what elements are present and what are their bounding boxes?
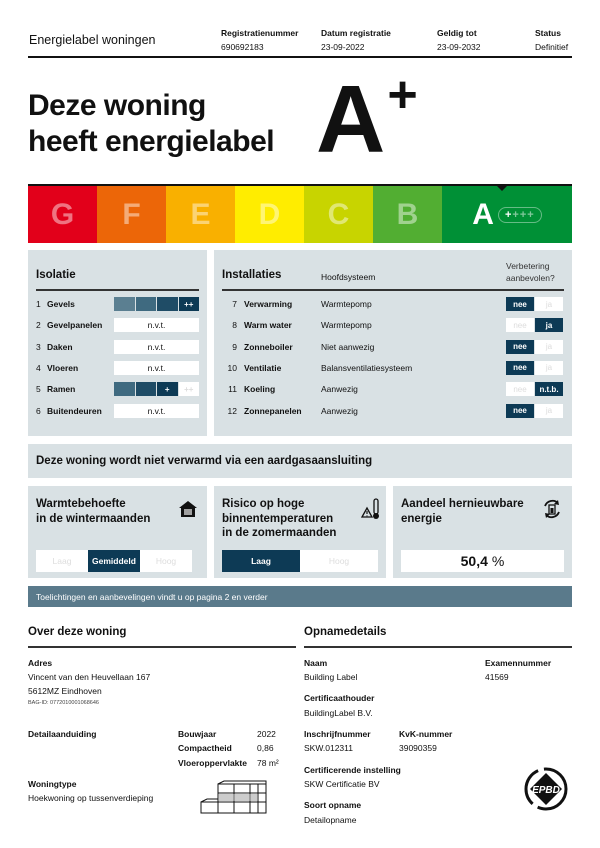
instelling-label: Certificerende instelling [304, 765, 401, 775]
level-cell: ++ [179, 297, 200, 311]
plus-indicator [498, 207, 542, 223]
option-ja: ja [535, 361, 563, 375]
level-cell [114, 382, 135, 396]
adres-line2: 5612MZ Eindhoven [28, 686, 102, 696]
registration-number [221, 28, 298, 52]
title-line: binnentemperaturen [222, 512, 334, 525]
level-cell [114, 297, 135, 311]
improvement-toggle [506, 382, 563, 396]
certificaathouder-label: Certificaathouder [304, 693, 375, 703]
level-cell [157, 297, 178, 311]
installatie-row [222, 382, 275, 396]
warmtebehoefte-card [28, 486, 207, 578]
isolatie-row [36, 382, 75, 396]
option-laag: Laag [52, 556, 72, 566]
improvement-toggle [506, 318, 563, 332]
row-number: 5 [36, 384, 41, 395]
row-number: 11 [228, 384, 237, 395]
card-title [401, 497, 524, 526]
row-number: 9 [232, 341, 237, 352]
adres-line1: Vincent van den Heuvellaan 167 [28, 672, 151, 682]
gas-notice: Deze woning wordt niet verwarmd via een aardgasaansluiting [36, 455, 373, 467]
system-value: Warmtepomp [321, 320, 372, 331]
row-number: 10 [227, 362, 237, 373]
label-segment-a [442, 186, 572, 243]
inschrijfnummer-value: SKW.012311 [304, 743, 353, 753]
naam-value: Building Label [304, 672, 358, 682]
card-title [36, 497, 150, 526]
valid-until [437, 28, 480, 52]
label-letter: A [472, 197, 494, 231]
woningtype-label: Woningtype [28, 779, 77, 789]
installatie-row [222, 340, 293, 354]
kvk-value: 39090359 [399, 743, 437, 753]
field-label: Status [535, 28, 561, 38]
row-name: Gevels [47, 299, 75, 309]
house-icon [178, 500, 198, 518]
option-ja: ja [535, 297, 563, 311]
plus-inactive: +++ [512, 208, 535, 221]
isolatie-row [36, 361, 78, 375]
label-segment-c [304, 186, 373, 243]
naam-label: Naam [304, 658, 328, 668]
big-label-plus: + [387, 66, 418, 124]
title-line: energie [401, 512, 442, 525]
improvement-toggle [506, 297, 563, 311]
isolatie-row [36, 340, 73, 354]
bag-id: BAG-ID: 0772010001068646 [28, 700, 99, 706]
isolatie-row [36, 297, 75, 311]
adres-label: Adres [28, 658, 53, 668]
certificaathouder-value: BuildingLabel B.V. [304, 708, 373, 718]
big-label [316, 66, 418, 173]
installatie-row [222, 361, 281, 375]
label-segment-e [166, 186, 235, 243]
field-label: Datum registratie [321, 28, 391, 38]
registration-date [321, 28, 391, 52]
label-letter: B [396, 197, 419, 231]
headline [28, 88, 274, 160]
divider [28, 646, 296, 648]
label-letter: G [50, 197, 75, 231]
label-segment-d [235, 186, 304, 243]
option-ja: ja [535, 318, 563, 332]
isolatie-value: n.v.t. [114, 318, 199, 332]
system-value: Warmtepomp [321, 299, 372, 309]
label-letter: D [258, 197, 281, 231]
title-line: in de zomermaanden [222, 527, 337, 539]
title-line: in de wintermaanden [36, 512, 151, 525]
header-line: aanbevolen? [506, 273, 555, 283]
house-type-diagram-icon [200, 780, 270, 816]
row-name: Zonneboiler [244, 341, 293, 352]
row-name: Koeling [244, 384, 276, 395]
header-divider [28, 56, 572, 58]
option-nee: nee [506, 361, 534, 375]
option-nee: nee [506, 404, 534, 418]
label-letter: E [190, 197, 211, 231]
field-value: 690692183 [221, 42, 264, 52]
system-value: Balansventilatiesysteem [321, 362, 413, 373]
compactheid-value: 0,86 [257, 743, 274, 753]
compactheid-label: Compactheid [178, 743, 232, 753]
level-cell [136, 297, 157, 311]
row-number: 1 [36, 299, 41, 309]
option-nee: nee [506, 382, 534, 396]
thermometer-warning-icon [361, 498, 381, 520]
risico-card [214, 486, 386, 578]
examennummer-label: Examennummer [485, 658, 552, 668]
soort-opname-value: Detailopname [304, 815, 357, 825]
installaties-title: Installaties [222, 269, 282, 281]
big-label-letter: A [316, 66, 386, 173]
divider [222, 289, 564, 291]
gas-notice-panel [28, 444, 572, 478]
row-number: 4 [36, 362, 41, 373]
vloeroppervlakte-label: Vloeroppervlakte [178, 758, 247, 768]
field-value: Definitief [535, 42, 569, 52]
installatie-row [222, 404, 302, 418]
row-number: 2 [36, 320, 41, 331]
improvement-toggle [506, 404, 563, 418]
system-value: Aanwezig [321, 384, 358, 395]
energy-label-scale [28, 184, 572, 243]
option-hoog: Hoog [155, 556, 177, 566]
row-number: 12 [227, 405, 237, 416]
card-title [222, 497, 336, 541]
isolatie-panel [28, 250, 207, 436]
row-name: Ventilatie [244, 362, 282, 373]
woningtype-value: Hoekwoning op tussenverdieping [28, 793, 154, 803]
label-segment-g [28, 186, 97, 243]
isolatie-value: n.v.t. [114, 340, 199, 354]
row-name: Ramen [47, 384, 76, 395]
title-line: Warmtebehoefte [36, 498, 126, 510]
info-banner: Toelichtingen en aanbevelingen vindt u op pagina 2 en verder [28, 586, 572, 607]
epbd-logo [522, 765, 572, 811]
bouwjaar-value: 2022 [257, 729, 276, 739]
option-hoog: Hoog [328, 556, 350, 566]
label-segment-b [373, 186, 442, 243]
active-label-marker [495, 184, 509, 191]
system-value: Aanwezig [321, 405, 358, 416]
field-label: Geldig tot [437, 28, 477, 38]
section-title-opname: Opnamedetails [304, 626, 387, 638]
isolatie-level-bar [114, 382, 199, 396]
title-line: Aandeel hernieuwbare [401, 498, 524, 510]
installaties-panel [214, 250, 572, 436]
row-name: Verwarming [244, 299, 293, 309]
option-nee: nee [506, 318, 534, 332]
isolatie-value: n.v.t. [114, 361, 199, 375]
examennummer-value: 41569 [485, 672, 509, 682]
row-number: 3 [36, 341, 41, 352]
isolatie-title: Isolatie [36, 269, 76, 281]
title-line: Risico op hoge [222, 498, 305, 510]
headline-line1: Deze woning [28, 89, 206, 122]
isolatie-level-bar [114, 297, 199, 311]
field-value: 23-09-2022 [321, 42, 365, 52]
renewable-battery-icon [541, 498, 563, 520]
renewable-share [401, 550, 564, 572]
isolatie-value: n.v.t. [114, 404, 199, 418]
option-ja: ja [535, 404, 563, 418]
row-number: 8 [232, 320, 237, 331]
row-name: Daken [47, 341, 73, 352]
section-title-woning: Over deze woning [28, 626, 127, 638]
isolatie-row [36, 318, 102, 332]
level-cell: ++ [179, 382, 200, 396]
row-number: 7 [232, 299, 237, 309]
divider [304, 646, 572, 648]
installatie-row [222, 318, 292, 332]
option-laag: Laag [222, 550, 300, 572]
option-ja: ja [535, 340, 563, 354]
headline-line2: heeft energielabel [28, 125, 275, 158]
level-cell [136, 382, 157, 396]
field-value: 23-09-2032 [437, 42, 481, 52]
option-nee: nee [506, 297, 534, 311]
inschrijfnummer-label: Inschrijfnummer [304, 729, 371, 739]
option-gemiddeld: Gemiddeld [88, 550, 140, 572]
option-ja: n.t.b. [535, 382, 563, 396]
kvk-label: KvK-nummer [399, 729, 453, 739]
column-header-system: Hoofdsysteem [321, 272, 376, 282]
warmtebehoefte-scale [36, 550, 192, 572]
system-value: Niet aanwezig [321, 341, 375, 352]
instelling-value: SKW Certificatie BV [304, 779, 380, 789]
soort-opname-label: Soort opname [304, 800, 362, 810]
detailaanduiding-label: Detailaanduiding [28, 729, 97, 739]
label-letter: F [122, 197, 141, 231]
row-name: Gevelpanelen [47, 320, 103, 331]
row-number: 6 [36, 405, 41, 416]
divider [36, 289, 199, 291]
option-nee: nee [506, 340, 534, 354]
installatie-row [222, 297, 292, 311]
plus-active: + [504, 208, 513, 221]
vloeroppervlakte-value: 78 m² [257, 758, 279, 768]
bouwjaar-label: Bouwjaar [178, 729, 217, 739]
row-name: Buitendeuren [47, 405, 102, 416]
header-line: Verbetering [506, 261, 550, 271]
label-letter: C [327, 197, 350, 231]
label-segment-f [97, 186, 166, 243]
row-name: Warm water [244, 320, 292, 331]
row-name: Vloeren [47, 362, 79, 373]
column-header-improvement [506, 260, 555, 284]
risico-scale [222, 550, 378, 572]
renewable-value: 50,4 [460, 553, 488, 569]
document-title: Energielabel woningen [29, 33, 156, 47]
improvement-toggle [506, 340, 563, 354]
status [535, 28, 568, 52]
hernieuwbaar-card [393, 486, 572, 578]
row-name: Zonnepanelen [244, 405, 302, 416]
field-label: Registratienummer [221, 28, 299, 38]
level-cell: + [157, 382, 178, 396]
isolatie-row [36, 404, 102, 418]
improvement-toggle [506, 361, 563, 375]
renewable-unit: % [491, 553, 505, 569]
svg-text:EPBD: EPBD [532, 785, 560, 796]
